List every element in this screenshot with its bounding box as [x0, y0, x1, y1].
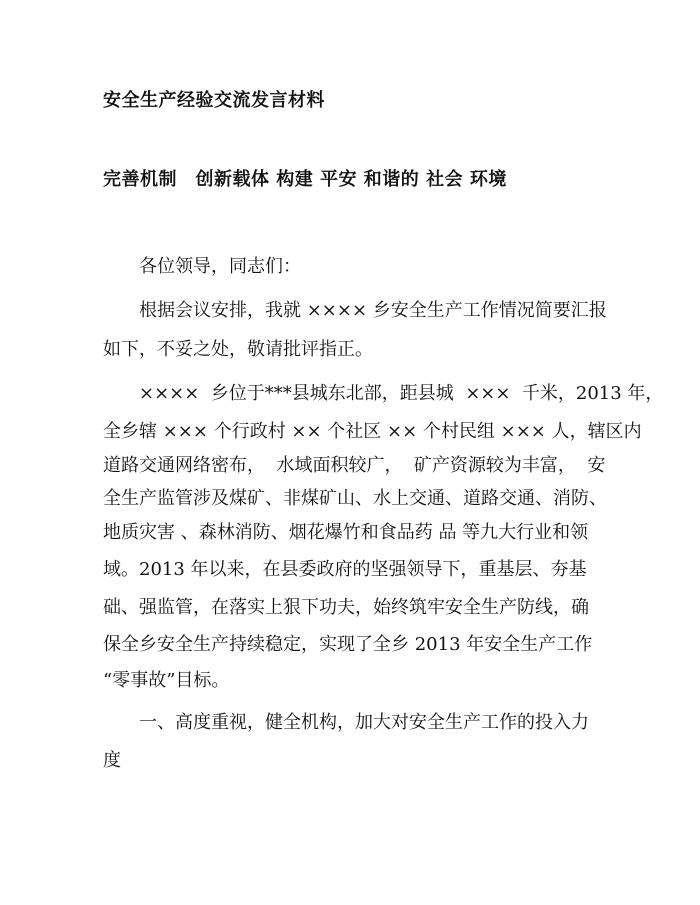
- section-heading-1-line-1: 一、高度重视，健全机构，加大对安全生产工作的投入力: [139, 712, 589, 733]
- paragraph-2-line-2: 全乡辖 ××× 个行政村 ×× 个社区 ×× 个村民组 ××× 人，辖区内: [103, 421, 642, 442]
- paragraph-2-line-5: 地质灾害 、森林消防、烟花爆竹和食品药 品 等九大行业和领: [103, 522, 589, 543]
- paragraph-1-line-1: 根据会议安排，我就 ×××× 乡安全生产工作情况简要汇报: [139, 300, 607, 321]
- document-subtitle: 完善机制 创新载体 构建 平安 和谐的 社会 环境: [103, 169, 507, 190]
- salutation-line: 各位领导，同志们：: [139, 256, 301, 277]
- paragraph-2-line-6: 域。2013 年以来，在县委政府的坚强领导下，重基层、夯基: [103, 559, 587, 580]
- paragraph-2-line-7: 础、强监管，在落实上狠下功夫，始终筑牢安全生产防线，确: [103, 597, 589, 618]
- document-title: 安全生产经验交流发言材料: [103, 90, 325, 111]
- paragraph-2-line-1: ×××× 乡位于***县城东北部，距县城 ××× 千米，2013 年，: [139, 383, 664, 404]
- paragraph-1-line-2: 如下，不妥之处，敬请批评指正。: [103, 339, 373, 360]
- paragraph-2-line-3: 道路交通网络密布， 水域面积较广， 矿产资源较为丰富， 安: [103, 455, 606, 476]
- section-heading-1-line-2: 度: [103, 750, 121, 771]
- paragraph-2-line-8: 保全乡安全生产持续稳定，实现了全乡 2013 年安全生产工作: [103, 634, 593, 655]
- paragraph-2-line-9: “零事故”目标。: [103, 670, 230, 691]
- paragraph-2-line-4: 全生产监管涉及煤矿、非煤矿山、水上交通、道路交通、消防、: [103, 488, 607, 509]
